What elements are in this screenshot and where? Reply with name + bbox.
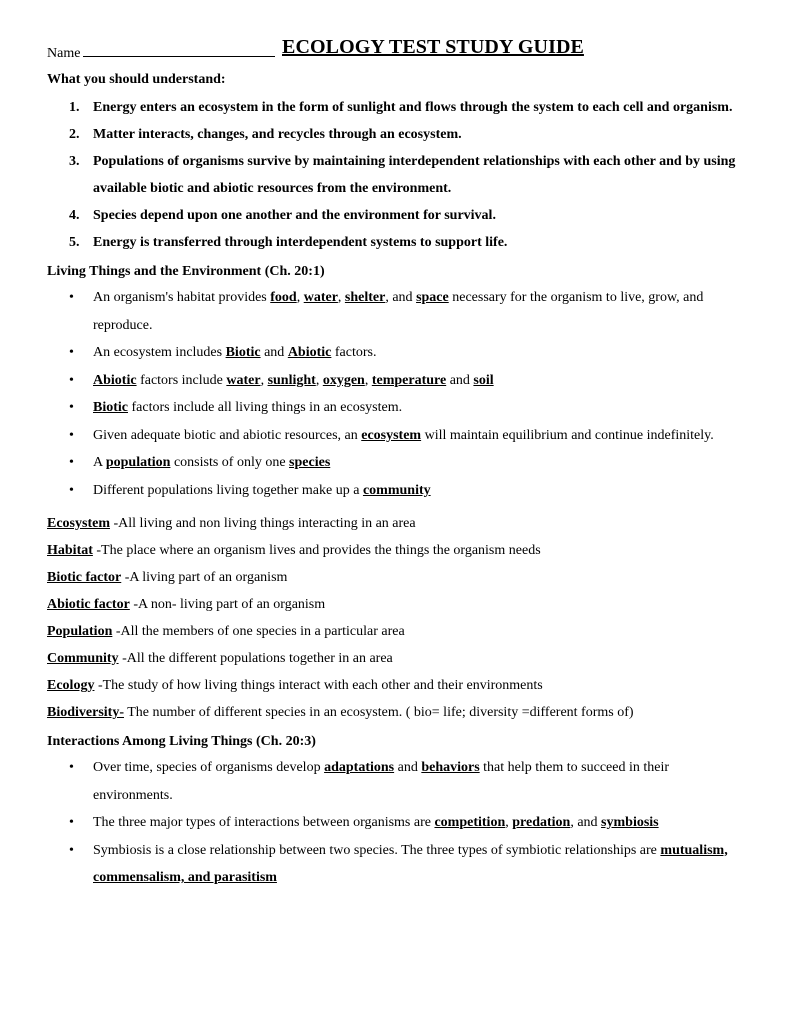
keyword: soil (473, 372, 494, 388)
definitions-list (47, 510, 747, 726)
list-item (47, 754, 747, 809)
bullet-icon: • (69, 400, 74, 415)
bullet-icon: • (69, 290, 74, 305)
item-text: Matter interacts, changes, and recycles through an ecosystem. (93, 127, 462, 142)
text: Symbiosis is a close relationship between two species. The three types of symbiotic relationships are (93, 842, 661, 858)
text: , (337, 290, 345, 305)
definition-term: Ecosystem (47, 516, 110, 531)
definition-term: Biodiversity- (47, 705, 124, 720)
keyword: Biotic (93, 400, 128, 415)
list-item (47, 449, 747, 477)
text: necessary for the organism to live, grow, and reproduce. (93, 290, 704, 333)
item-number: 2. (69, 127, 80, 142)
bullet-icon: • (69, 815, 74, 830)
item-number: 1. (69, 100, 80, 115)
keyword: adaptations (324, 760, 395, 775)
bullet-icon: • (69, 842, 74, 858)
keyword: community (362, 482, 431, 498)
definition-term: Biotic factor (47, 570, 122, 585)
item-text: Species depend upon one another and the environment for survival. (93, 208, 496, 223)
keyword: Abiotic (287, 345, 332, 360)
keyword: population (105, 455, 171, 470)
keyword: temperature (371, 372, 447, 388)
page-title: ECOLOGY TEST STUDY GUIDE (282, 36, 584, 58)
definition-text: -All living and non living things interacting in an area (110, 516, 416, 531)
definition-text: -All the members of one species in a particular area (112, 624, 405, 639)
study-guide-page (47, 36, 747, 892)
list-item (47, 809, 747, 837)
understand-item (47, 94, 747, 121)
text: , (296, 290, 304, 305)
definition-item (47, 564, 747, 591)
list-item (47, 837, 747, 892)
definition-item (47, 510, 747, 537)
definition-term: Ecology (47, 678, 95, 693)
understand-heading: What you should understand: (47, 72, 226, 87)
definition-text: -A living part of an organism (121, 570, 288, 585)
item-number: 4. (69, 208, 80, 223)
list-item (47, 367, 747, 395)
header (47, 36, 747, 66)
definition-item (47, 645, 747, 672)
text: An ecosystem includes (93, 345, 226, 360)
keyword: space (416, 290, 449, 305)
keyword: mutualism, commensalism, and parasitism (93, 842, 728, 885)
keyword: Abiotic (93, 372, 137, 388)
list-item (47, 422, 747, 450)
list-item (47, 284, 747, 339)
text: that help them to succeed in their environments. (93, 760, 669, 803)
definition-item (47, 699, 747, 726)
keyword: Biotic (225, 345, 261, 360)
text: An organism's habitat provides (93, 290, 271, 305)
bullet-icon: • (69, 427, 74, 443)
bullet-icon: • (69, 455, 74, 470)
text: consists of only one (170, 455, 290, 470)
text: will maintain equilibrium and continue indefinitely. (421, 427, 714, 443)
keyword: symbiosis (601, 815, 659, 830)
name-label: Name (47, 46, 81, 61)
keyword: competition (434, 815, 506, 830)
text: , and (385, 290, 417, 305)
list-item (47, 394, 747, 422)
text: , and (570, 815, 602, 830)
text: , (260, 372, 268, 388)
understand-item (47, 121, 747, 148)
keyword: behaviors (421, 760, 480, 775)
definition-term: Habitat (47, 543, 93, 558)
text: Over time, species of organisms develop (93, 760, 325, 775)
keyword: food (270, 290, 297, 305)
text: and (394, 760, 422, 775)
definition-item (47, 618, 747, 645)
definition-item (47, 591, 747, 618)
understand-item (47, 148, 747, 202)
keyword: water (226, 372, 261, 388)
text: , (364, 372, 372, 388)
text: , (505, 815, 513, 830)
list-item (47, 477, 747, 505)
definition-text: -The study of how living things interact with each other and their environments (94, 678, 543, 693)
definition-term: Population (47, 624, 113, 639)
text: A (93, 455, 106, 470)
keyword: sunlight (267, 372, 316, 388)
item-number: 3. (69, 154, 80, 169)
bullet-icon: • (69, 372, 74, 388)
definition-text: -A non- living part of an organism (129, 597, 326, 612)
item-text: Populations of organisms survive by maintaining interdependent relationships with each other and by using available biotic and abiotic resources from the environment. (93, 154, 736, 196)
definition-item (47, 672, 747, 699)
item-number: 5. (69, 235, 80, 250)
living-things-list (47, 284, 747, 504)
text: factors. (331, 345, 377, 360)
understand-item (47, 202, 747, 229)
definition-term: Abiotic factor (47, 597, 130, 612)
name-blank-line[interactable] (83, 42, 275, 57)
definition-text: -The place where an organism lives and provides the things the organism needs (92, 543, 541, 558)
definition-term: Community (47, 651, 119, 666)
text: Different populations living together make up a (93, 482, 363, 498)
interactions-list (47, 754, 747, 892)
text: factors include (136, 372, 227, 388)
item-text: Energy is transferred through interdependent systems to support life. (93, 235, 508, 250)
keyword: species (289, 455, 331, 470)
bullet-icon: • (69, 345, 74, 360)
text: Given adequate biotic and abiotic resources, an (93, 427, 362, 443)
keyword: oxygen (322, 372, 365, 388)
interactions-heading: Interactions Among Living Things (Ch. 20:3) (47, 734, 316, 749)
definition-text: -All the different populations together in an area (118, 651, 393, 666)
understand-list (47, 94, 747, 256)
keyword: shelter (344, 290, 386, 305)
name-field[interactable] (47, 42, 275, 62)
item-text: Energy enters an ecosystem in the form of sunlight and flows through the system to each cell and organism. (93, 100, 733, 115)
bullet-icon: • (69, 482, 74, 498)
bullet-icon: • (69, 760, 74, 775)
keyword: predation (512, 815, 571, 830)
definition-item (47, 537, 747, 564)
list-item (47, 339, 747, 367)
text: The three major types of interactions between organisms are (93, 815, 435, 830)
text: , (315, 372, 323, 388)
keyword: water (303, 290, 338, 305)
living-things-heading: Living Things and the Environment (Ch. 20:1) (47, 264, 325, 279)
text: and (260, 345, 288, 360)
understand-item (47, 229, 747, 256)
text: factors include all living things in an ecosystem. (128, 400, 403, 415)
definition-text: The number of different species in an ecosystem. ( bio= life; diversity =different forms of) (124, 705, 634, 720)
keyword: ecosystem (361, 427, 422, 443)
text: and (446, 372, 474, 388)
